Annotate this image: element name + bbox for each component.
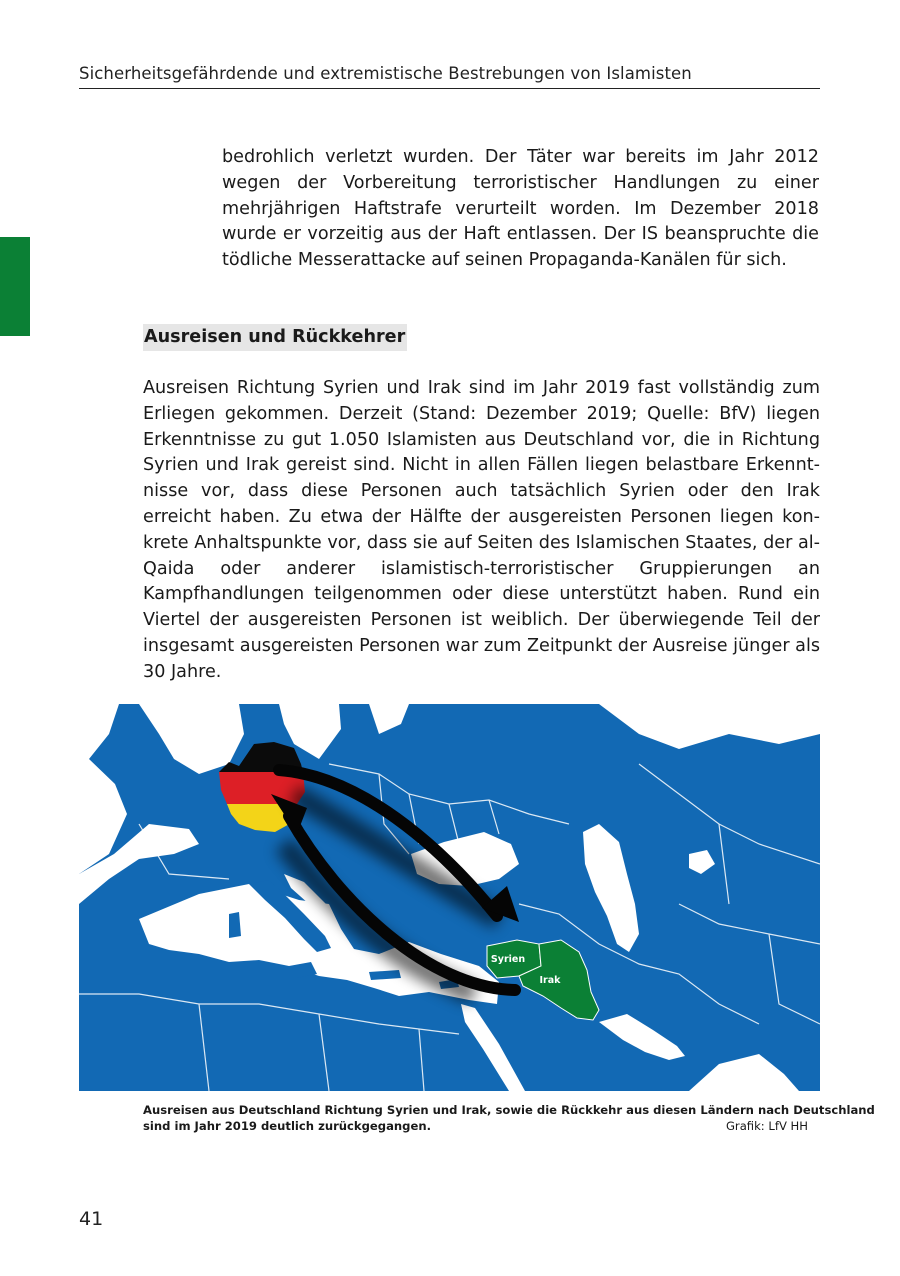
map-label-iraq: Irak [539, 975, 561, 986]
running-header: Sicherheitsgefährdende und extremistische Bestrebungen von Islamisten [79, 64, 820, 89]
body-paragraph-continued: bedrohlich verletzt wurden. Der Täter war bereits im Jahr 2012 wegen der Vorbereitung terroristischer Handlungen zu einer mehrjährigen Haftstrafe verurteilt worden. Im Dezember 2018 wurde er vorzeitig aus der Haft entlassen. Der IS beanspruchte die tödliche Messerattacke auf seinen Propaganda-Kanälen für sich. [222, 147, 819, 271]
figure-credit: Grafik: LfV HH [725, 1118, 808, 1133]
syria-iraq-region [487, 940, 599, 1020]
caption-line-1: Ausreisen aus Deutschland Richtung Syrien und Irak, sowie die Rückkehr aus diesen Ländern nach Deutschland [143, 1103, 875, 1117]
map-label-syria: Syrien [490, 954, 526, 965]
body-paragraph-travel: Ausreisen Richtung Syrien und Irak sind im Jahr 2019 fast vollständig zum Erliegen gekommen. Derzeit (Stand: Dezember 2019; Quelle: BfV) liegen Erkenntnisse zu gut 1.050 Islamisten aus Deutschland vor, die in Richtung Syrien und Irak gereist sind. Nicht in allen Fällen liegen belastbare Erkenntnisse vor, dass diese Personen auch tatsächlich Syrien oder den Irak erreicht haben. Zu etwa der Hälfte der ausgereisten Personen liegen konkrete Anhaltspunkte vor, dass sie auf Seiten des Islamischen Staates, der al-Qaida oder anderer islamistisch-terroristischer Gruppierungen an Kampfhandlungen teilgenommen oder diese unterstützt haben. Rund ein Viertel der ausgereisten Personen ist weiblich. Der überwiegende Teil der insgesamt ausgereisten Personen war zum Zeitpunkt der Ausreise jünger als 30 Jahre. [143, 378, 820, 682]
page-number: 41 [79, 1208, 104, 1230]
figure-caption [143, 1103, 875, 1134]
section-color-tab [0, 237, 30, 336]
section-heading: Ausreisen und Rückkehrer [143, 324, 407, 351]
travel-route-map [79, 704, 820, 1091]
caption-line-2: sind im Jahr 2019 deutlich zurückgegangen. [143, 1118, 431, 1133]
